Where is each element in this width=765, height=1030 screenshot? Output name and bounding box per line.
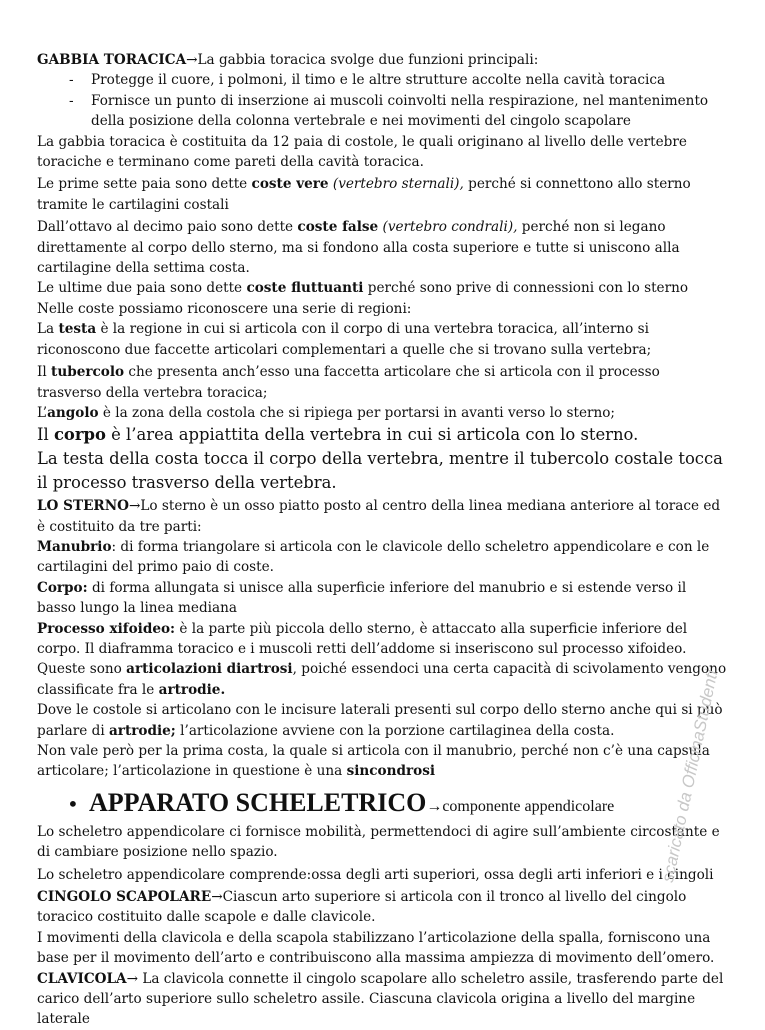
paragraph: CINGOLO SCAPOLARE→Ciascun arto superiore si articola con il tronco al livello del cingolo toracico costituito dalle scapole e dalle clavicole. xyxy=(37,889,687,926)
paragraph: I movimenti della clavicola e della scapola stabilizzano l’articolazione della spalla, forniscono una base per il movimento dell’arto e contribuiscono alla massima ampiezza di movimento dell’omero. xyxy=(37,929,715,967)
paragraph: Le prime sette paia sono dette coste vere (vertebro sternali), perché si connettono allo sterno tramite le cartilagini costali xyxy=(37,176,691,213)
list-item: - Fornisce un punto di inserzione ai muscoli coinvolti nella respirazione, nel mantenimento della posizione della colonna vertebrale e nei movimenti del cingolo scapolare xyxy=(69,92,709,130)
paragraph: Dove le costole si articolano con le incisure laterali presenti sul corpo dello sterno anche qui si può parlare di artrodie; l’articolazione avviene con la porzione cartilaginea della costa. xyxy=(37,702,723,739)
paragraph: Lo scheletro appendicolare ci fornisce mobilità, permettendoci di agire sull’ambiente circostante e di cambiare posizione nello spazio. xyxy=(37,823,720,861)
paragraph: Manubrio: di forma triangolare si articola con le clavicole dello scheletro appendicolare e con le cartilagini del primo paio di coste. xyxy=(37,538,710,576)
section-heading-gabbia-toracica: GABBIA TORACICA xyxy=(37,52,187,68)
sterno-intro: LO STERNO→Lo sterno è un osso piatto posto al centro della linea mediana anteriore al torace ed è costituito da tre parti: xyxy=(37,498,721,535)
paragraph: Nelle coste possiamo riconoscere una serie di regioni: xyxy=(37,300,412,317)
section-heading-sterno: LO STERNO xyxy=(37,498,129,515)
list-item: - Protegge il cuore, i polmoni, il timo e le altre strutture accolte nella cavità toracica xyxy=(69,72,666,89)
paragraph: Non vale però per la prima costa, la quale si articola con il manubrio, perché non c’è una capsula articolare; l’articolazione in questione è una sincondrosi xyxy=(37,742,710,780)
paragraph: Processo xifoideo: è la parte più piccola dello sterno, è attaccato alla superficie inferiore del corpo. Il diaframma toracico e i muscoli retti dell’addome si inseriscono sul processo xifoideo. xyxy=(37,620,688,657)
gabbia-toracica-intro: GABBIA TORACICA→La gabbia toracica svolge due funzioni principali: xyxy=(37,52,539,68)
paragraph: Corpo: di forma allungata si unisce alla superficie inferiore del manubrio e si estende verso il basso lungo la linea mediana xyxy=(37,579,687,617)
paragraph: La gabbia toracica è costituita da 12 paia di costole, le quali originano al livello delle vertebre toraciche e terminano come pareti della cavità toracica. xyxy=(37,133,687,171)
section-heading-apparato-scheletrico: • APPARATO SCHELETRICO → componente appendicolare xyxy=(67,787,615,817)
paragraph: CLAVICOLA→ La clavicola connette il cingolo scapolare allo scheletro assile, trasferendo parte del carico dell’arto superiore sullo scheletro assile. Ciascuna clavicola origina a livello del margine laterale xyxy=(37,970,724,1028)
paragraph: Il corpo è l’area appiattita della vertebra in cui si articola con lo sterno. xyxy=(37,425,639,445)
section-heading-clavicola: CLAVICOLA xyxy=(37,970,127,987)
paragraph: Queste sono articolazioni diartrosi, poiché essendoci una certa capacità di scivolamento vengono classificate fra le artrodie. xyxy=(37,661,727,698)
paragraph: L’angolo è la zona della costola che si ripiega per portarsi in avanti verso lo sterno; xyxy=(37,404,616,421)
document-page xyxy=(37,50,727,1030)
paragraph: Il tubercolo che presenta anch’esso una faccetta articolare che si articola con il processo trasverso della vertebra toracica; xyxy=(37,364,660,401)
bullet-icon: • xyxy=(67,791,79,816)
paragraph: Lo scheletro appendicolare comprende:ossa degli arti superiori, ossa degli arti inferiori e i cingoli xyxy=(37,866,714,883)
watermark: scaricato da OfficinaStudenti xyxy=(658,668,722,884)
paragraph: Le ultime due paia sono dette coste fluttuanti perché sono prive di connessioni con lo sterno xyxy=(37,280,689,297)
paragraph: Dall’ottavo al decimo paio sono dette coste false (vertebro condrali), perché non si legano direttamente al corpo dello sterno, ma si fondono alla costa superiore e tutte si uniscono alla cartilagine della settima costa. xyxy=(37,219,680,277)
paragraph: La testa è la regione in cui si articola con il corpo di una vertebra toracica, all’interno si riconoscono due faccette articolari complementari a quelle che si trovano sulla vertebra; xyxy=(37,321,652,358)
paragraph: La testa della costa tocca il corpo della vertebra, mentre il tubercolo costale tocca il processo trasverso della vertebra. xyxy=(37,448,723,492)
section-heading-cingolo: CINGOLO SCAPOLARE xyxy=(37,889,212,905)
